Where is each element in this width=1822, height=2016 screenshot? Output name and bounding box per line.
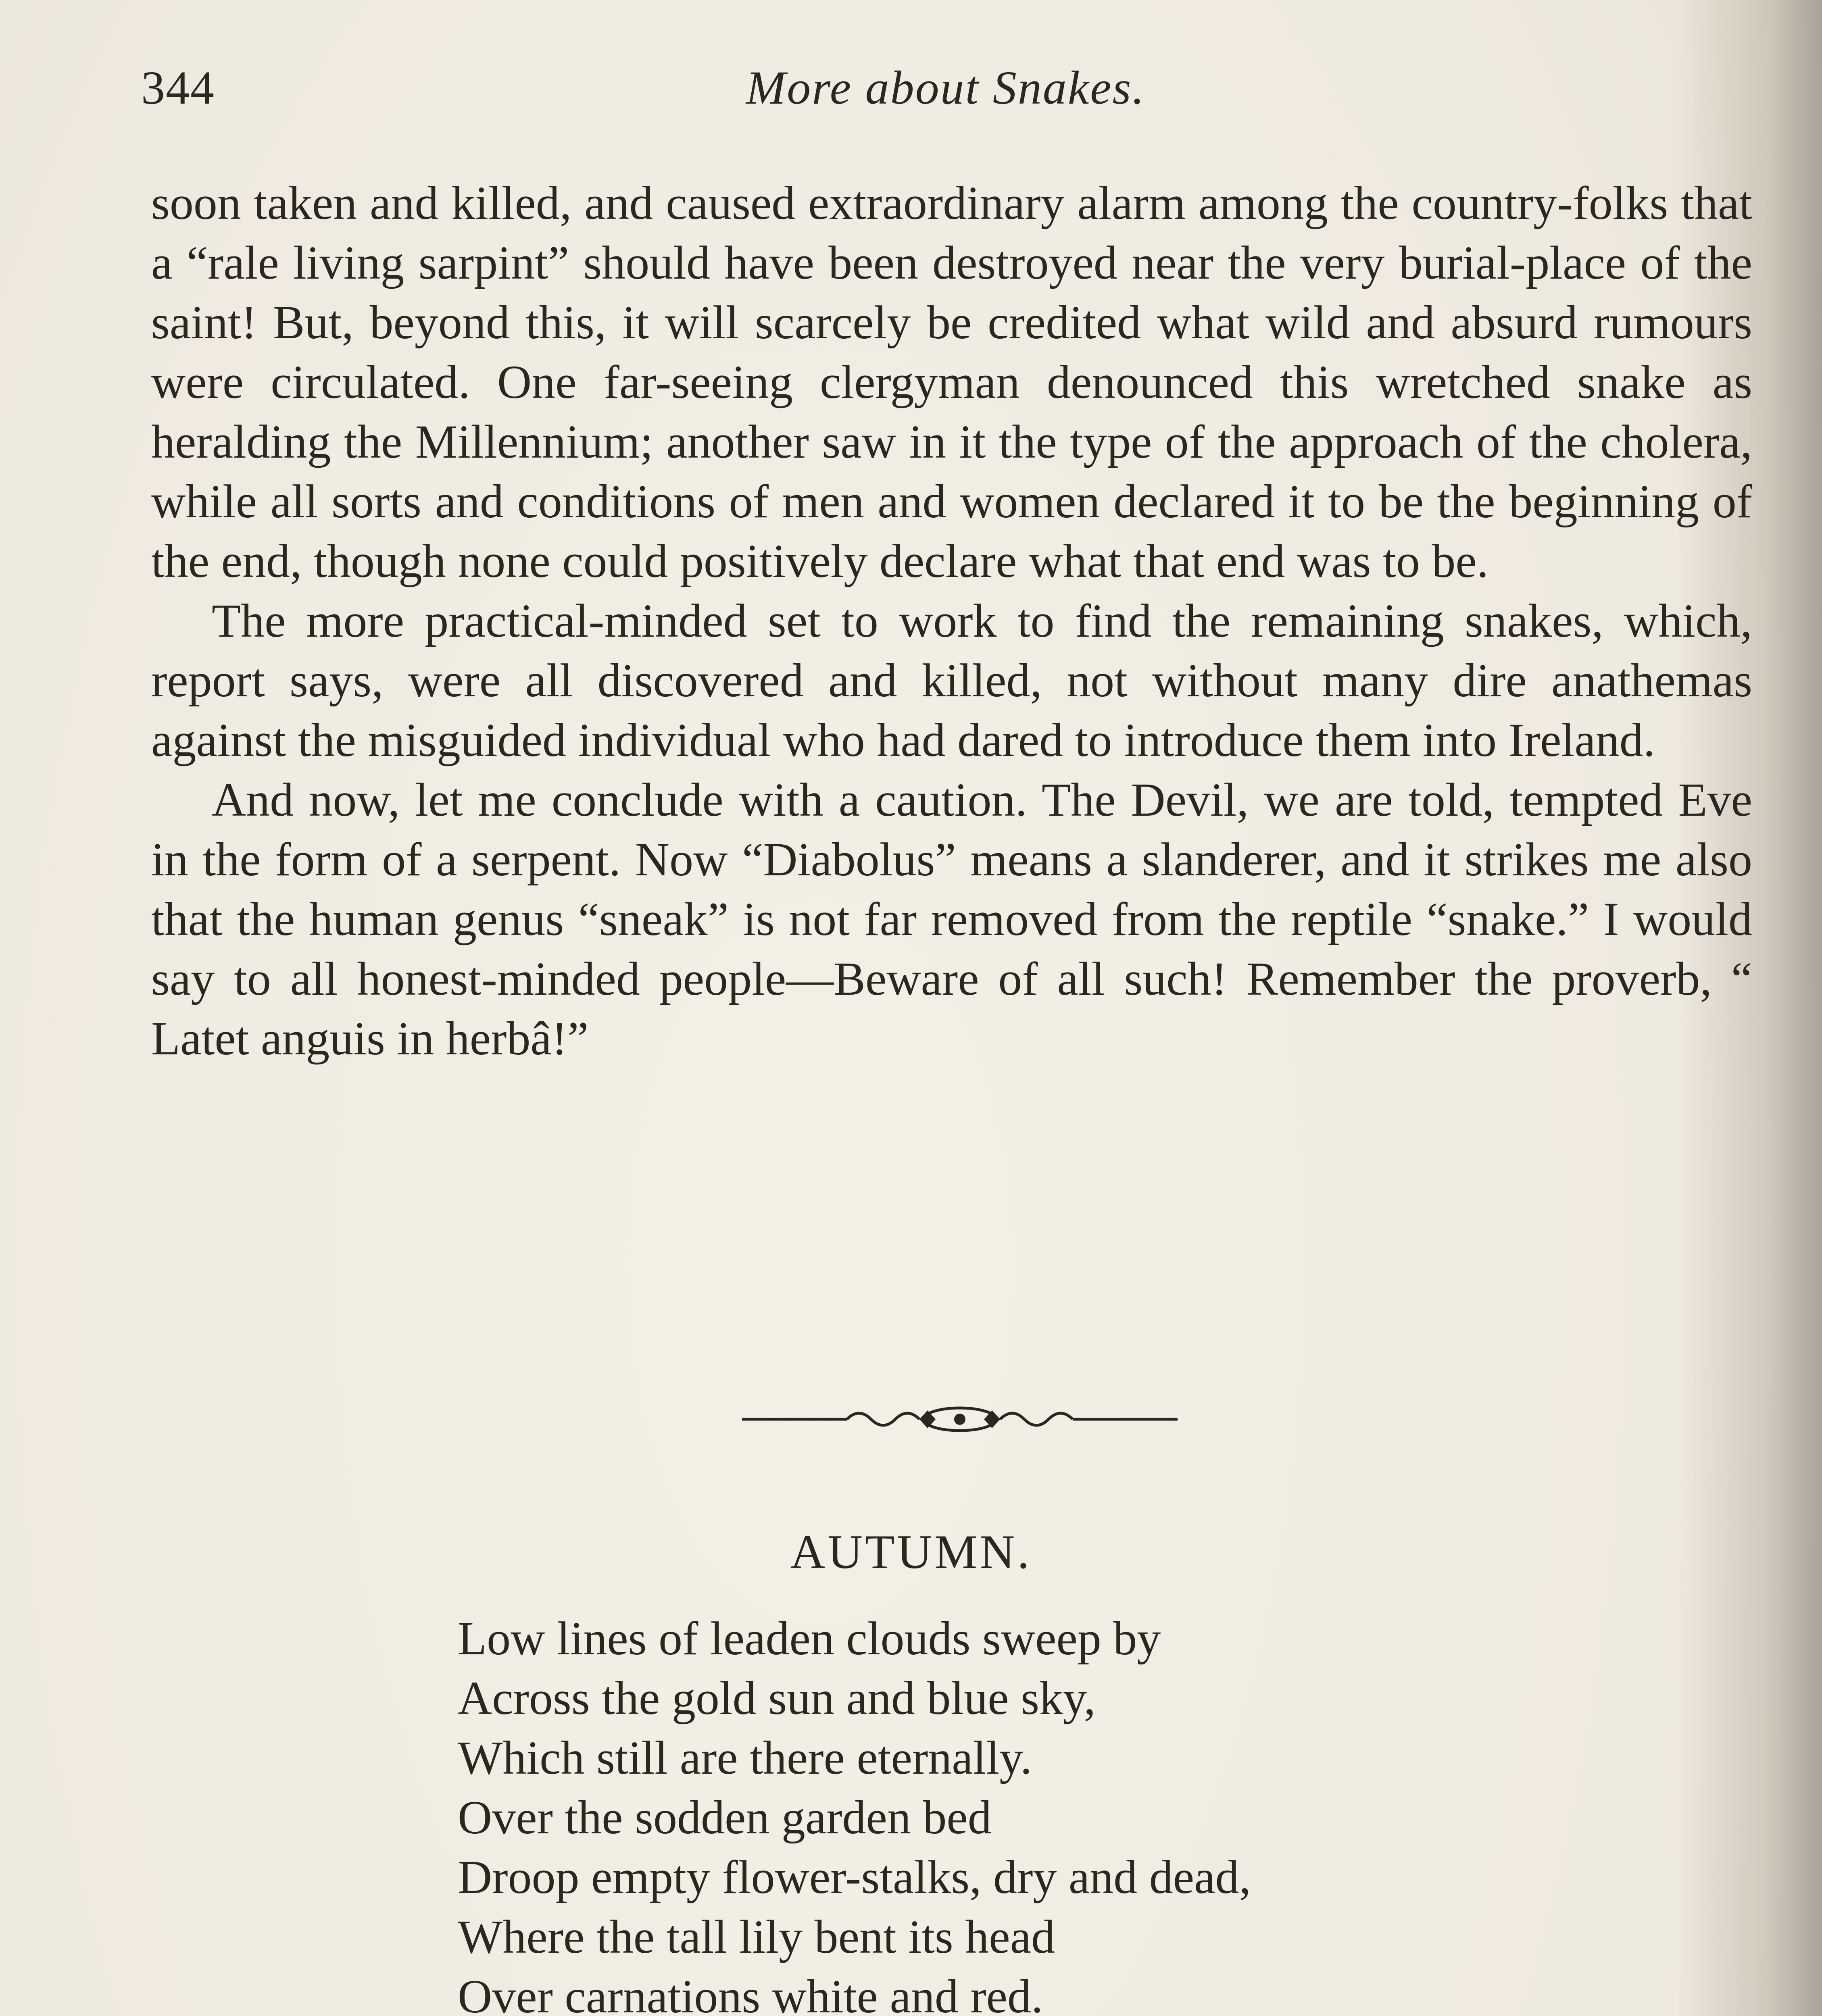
page-header xyxy=(141,60,1750,141)
article-body xyxy=(151,173,1752,1068)
poem-line: Across the gold sun and blue sky, xyxy=(458,1672,1096,1724)
paragraph: The more practical-minded set to work to find the remaining snakes, which, report says, were all discovered and killed, not without many dire anathemas against the misguided individual who had dared to introduce them into Ireland. xyxy=(151,594,1752,766)
poem-line: Where the tall lily bent its head xyxy=(458,1910,1055,1963)
paragraph: soon taken and killed, and caused extraordinary alarm among the country-folks that a “rale living sarpint” should have been destroyed near the very burial-place of the saint! But, beyond this, it will scarcely be credited what wild and absurd rumours were circulated. One far-seeing clergyman denounced this wretched snake as heralding the Millennium; another saw in it the type of the approach of the cholera, while all sorts and conditions of men and women declared it to be the beginning of the end, though none could positively declare what that end was to be. xyxy=(151,177,1752,587)
stanza xyxy=(458,1609,1587,2016)
poem-line: Droop empty flower-stalks, dry and dead, xyxy=(458,1851,1251,1904)
poem-line: Which still are there eternally. xyxy=(458,1731,1032,1784)
poem-line: Over the sodden garden bed xyxy=(458,1791,992,1844)
paragraph: And now, let me conclude with a caution. The Devil, we are told, tempted Eve in the form of a serpent. Now “Diabolus” means a slanderer, and it strikes me also that the human genus “sneak” is not far removed from the reptile “snake.” I would say to all honest-minded people—Beware of all such! Remember the proverb, “ Latet anguis in herbâ!” xyxy=(151,773,1752,1065)
running-head: More about Snakes. xyxy=(746,61,1146,114)
poem xyxy=(458,1609,1587,2016)
poem-line: Over carnations white and red. xyxy=(458,1970,1043,2016)
poem-title: AUTUMN. xyxy=(790,1525,1032,1579)
poem-line: Low lines of leaden clouds sweep by xyxy=(458,1612,1161,1665)
page-number: 344 xyxy=(141,61,215,114)
decorative-scroll-ornament-icon xyxy=(742,1403,1178,1435)
